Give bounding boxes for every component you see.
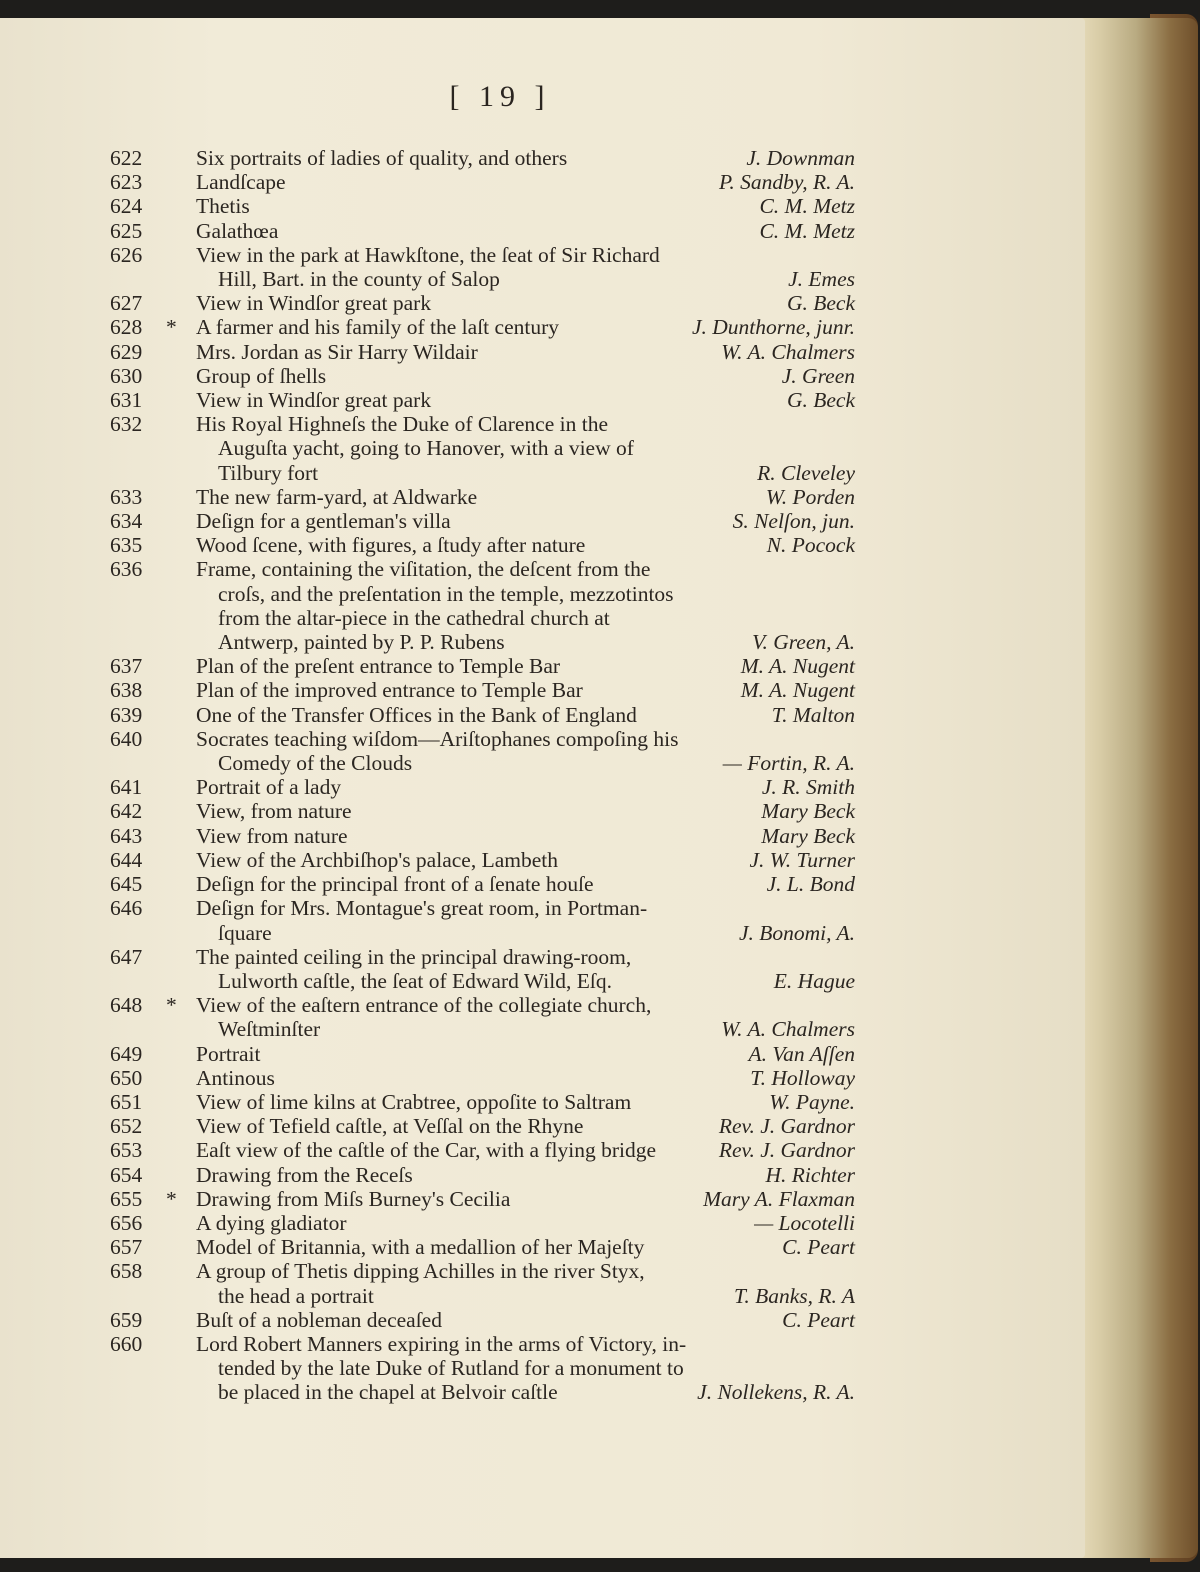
entry-number: 654 <box>110 1162 143 1187</box>
entry-title-line: Socrates teaching wiſdom—Ariſtophanes compoſing his <box>196 726 679 751</box>
entry-title-line: One of the Transfer Offices in the Bank of England T. Malton <box>196 702 855 727</box>
entry-number: 649 <box>110 1041 143 1066</box>
catalogue-entries <box>110 146 855 1405</box>
entry-title-line: View of the Archbiſhop's palace, Lambeth J. W. Turner <box>196 847 855 872</box>
entry-artist: T. Banks, R. A <box>733 1283 855 1308</box>
catalogue-entry <box>110 412 855 485</box>
entry-title-line: His Royal Highneſs the Duke of Clarence in the <box>196 412 608 437</box>
entry-number: 635 <box>110 533 143 558</box>
catalogue-entry <box>110 340 855 364</box>
entry-number: 645 <box>110 872 143 897</box>
entry-number: 646 <box>110 896 143 921</box>
catalogue-entry <box>110 678 855 702</box>
entry-number: 659 <box>110 1307 143 1332</box>
entry-artist: C. M. Metz <box>759 194 855 219</box>
catalogue-entry <box>110 194 855 218</box>
entry-artist: J. Emes <box>788 267 855 292</box>
entry-title-line: Frame, containing the viſitation, the deſcent from the <box>196 557 651 582</box>
entry-artist: P. Sandby, R. A. <box>719 170 855 195</box>
page-number-header: [ 19 ] <box>449 80 551 113</box>
catalogue-entry <box>110 1211 855 1235</box>
entry-title-line: A dying gladiator — Locotelli <box>196 1210 855 1235</box>
entry-artist: W. A. Chalmers <box>721 1017 855 1042</box>
catalogue-entry <box>110 1066 855 1090</box>
catalogue-entry <box>110 872 855 896</box>
catalogue-entry <box>110 896 855 944</box>
entry-number: 656 <box>110 1210 143 1235</box>
entry-title-line: Deſign for Mrs. Montague's great room, in Portman- <box>196 896 648 921</box>
entry-artist: W. Porden <box>765 484 855 509</box>
entry-title-line: View in the park at Hawkſtone, the ſeat of Sir Richard <box>196 242 660 267</box>
entry-artist: S. Nelſon, jun. <box>732 509 855 534</box>
entry-title-line: Galathœa C. M. Metz <box>196 218 855 243</box>
entry-title-line: Tilbury fort R. Cleveley <box>218 460 855 485</box>
entry-artist: T. Malton <box>771 702 855 727</box>
entry-artist: Rev. J. Gardnor <box>718 1114 855 1139</box>
entry-number: 632 <box>110 412 143 437</box>
entry-artist: — Locotelli <box>754 1210 855 1235</box>
entry-title-line: Six portraits of ladies of quality, and others J. Downman <box>196 146 855 170</box>
entry-number: 655 <box>110 1186 143 1211</box>
entry-title-line: croſs, and the preſentation in the temple, mezzotintos <box>218 581 674 606</box>
catalogue-entry <box>110 219 855 243</box>
entry-artist: H. Richter <box>765 1162 855 1187</box>
catalogue-entry <box>110 364 855 388</box>
entry-title-line: Eaſt view of the caſtle of the Car, with a flying bridge Rev. J. Gardnor <box>196 1138 855 1163</box>
catalogue-entry <box>110 993 855 1041</box>
entry-artist: C. Peart <box>782 1235 855 1260</box>
entry-title-line: View in Windſor great park G. Beck <box>196 388 855 413</box>
entry-number: 658 <box>110 1259 143 1284</box>
entry-title-line: Auguſta yacht, going to Hanover, with a view of <box>218 436 634 461</box>
entry-artist: M. A. Nugent <box>740 678 855 703</box>
entry-artist: G. Beck <box>786 291 855 316</box>
entry-marker: * <box>166 1186 177 1211</box>
book-page <box>0 18 1085 1558</box>
entry-title-line: Antinous T. Holloway <box>196 1065 855 1090</box>
catalogue-entry <box>110 1163 855 1187</box>
entry-number: 627 <box>110 291 143 316</box>
catalogue-entry <box>110 557 855 654</box>
entry-number: 641 <box>110 775 143 800</box>
entry-title-line: A farmer and his family of the laſt century J. Dunthorne, junr. <box>196 315 855 340</box>
catalogue-entry <box>110 703 855 727</box>
entry-number: 644 <box>110 847 143 872</box>
catalogue-entry <box>110 654 855 678</box>
entry-title-line: Mrs. Jordan as Sir Harry Wildair W. A. Chalmers <box>196 339 855 364</box>
entry-number: 652 <box>110 1114 143 1139</box>
catalogue-entry <box>110 388 855 412</box>
entry-artist: W. Payne. <box>769 1089 855 1114</box>
entry-title-line: Hill, Bart. in the county of Salop J. Emes <box>218 267 855 292</box>
entry-title-line: View, from nature Mary Beck <box>196 799 855 824</box>
entry-title-line: Drawing from the Receſs H. Richter <box>196 1162 855 1187</box>
catalogue-entry <box>110 1259 855 1307</box>
entry-title-line: be placed in the chapel at Belvoir caſtle J. Nollekens, R. A. <box>218 1380 855 1405</box>
entry-title-line: Drawing from Miſs Burney's Cecilia Mary A. Flaxman <box>196 1186 855 1211</box>
entry-number: 624 <box>110 194 143 219</box>
entry-title-line: the head a portrait T. Banks, R. A <box>218 1283 855 1308</box>
entry-number: 647 <box>110 944 143 969</box>
entry-artist: A. Van Aſſen <box>748 1041 855 1066</box>
entry-title-line: Model of Britannia, with a medallion of her Majeſty C. Peart <box>196 1235 855 1260</box>
catalogue-entry <box>110 146 855 170</box>
entry-artist: C. M. Metz <box>759 218 855 243</box>
entry-title-line: View of Tefield caſtle, at Veſſal on the Rhyne Rev. J. Gardnor <box>196 1114 855 1139</box>
catalogue-entry <box>110 945 855 993</box>
entry-title-line: View of lime kilns at Crabtree, oppoſite to Saltram W. Payne. <box>196 1089 855 1114</box>
entry-title-line: Plan of the improved entrance to Temple Bar M. A. Nugent <box>196 678 855 703</box>
entry-artist: N. Pocock <box>766 533 855 558</box>
entry-title-line: from the altar-piece in the cathedral church at <box>218 605 610 630</box>
entry-number: 626 <box>110 242 143 267</box>
catalogue-entry <box>110 1114 855 1138</box>
entry-number: 638 <box>110 678 143 703</box>
entry-number: 631 <box>110 388 143 413</box>
entry-number: 636 <box>110 557 143 582</box>
entry-number: 660 <box>110 1331 143 1356</box>
entry-title-line: Portrait of a lady J. R. Smith <box>196 775 855 800</box>
entry-number: 643 <box>110 823 143 848</box>
entry-artist: J. L. Bond <box>766 872 855 897</box>
entry-number: 634 <box>110 509 143 534</box>
entry-artist: M. A. Nugent <box>740 654 855 679</box>
entry-number: 651 <box>110 1089 143 1114</box>
entry-artist: E. Hague <box>773 968 855 993</box>
entry-title-line: The painted ceiling in the principal drawing-room, <box>196 944 632 969</box>
entry-title-line: Landſcape P. Sandby, R. A. <box>196 170 855 195</box>
catalogue-entry <box>110 315 855 339</box>
entry-number: 650 <box>110 1065 143 1090</box>
entry-number: 629 <box>110 339 143 364</box>
entry-title-line: The new farm-yard, at Aldwarke W. Porden <box>196 484 855 509</box>
catalogue-entry <box>110 727 855 775</box>
entry-title-line: tended by the late Duke of Rutland for a monument to <box>218 1356 684 1381</box>
entry-title-line: Comedy of the Clouds — Fortin, R. A. <box>218 751 855 776</box>
catalogue-entry <box>110 1308 855 1332</box>
entry-artist: J. Nollekens, R. A. <box>697 1380 855 1405</box>
entry-title-line: A group of Thetis dipping Achilles in the river Styx, <box>196 1259 645 1284</box>
catalogue-entry <box>110 1187 855 1211</box>
entry-title-line: Portrait A. Van Aſſen <box>196 1041 855 1066</box>
catalogue-entry <box>110 291 855 315</box>
catalogue-entry <box>110 533 855 557</box>
entry-title-line: Lord Robert Manners expiring in the arms of Victory, in- <box>196 1331 687 1356</box>
entry-marker: * <box>166 993 177 1018</box>
entry-title-line: View of the eaſtern entrance of the collegiate church, <box>196 993 652 1018</box>
entry-number: 633 <box>110 484 143 509</box>
catalogue-entry <box>110 509 855 533</box>
entry-title-line: Deſign for the principal front of a ſenate houſe J. L. Bond <box>196 872 855 897</box>
catalogue-entry <box>110 824 855 848</box>
entry-title-line: Plan of the preſent entrance to Temple Bar M. A. Nugent <box>196 654 855 679</box>
entry-artist: T. Holloway <box>750 1065 855 1090</box>
catalogue-entry <box>110 1138 855 1162</box>
entry-number: 625 <box>110 218 143 243</box>
entry-number: 622 <box>110 146 143 170</box>
catalogue-entry <box>110 1332 855 1405</box>
entry-artist: Mary Beck <box>761 823 855 848</box>
entry-title-line: ſquare J. Bonomi, A. <box>218 920 855 945</box>
catalogue-entry <box>110 799 855 823</box>
entry-artist: J. Dunthorne, junr. <box>691 315 855 340</box>
entry-number: 657 <box>110 1235 143 1260</box>
entry-artist: R. Cleveley <box>757 460 855 485</box>
entry-number: 628 <box>110 315 143 340</box>
entry-artist: — Fortin, R. A. <box>722 751 855 776</box>
entry-artist: J. W. Turner <box>749 847 855 872</box>
entry-number: 642 <box>110 799 143 824</box>
entry-number: 640 <box>110 726 143 751</box>
entry-title-line: Group of ſhells J. Green <box>196 363 855 388</box>
entry-number: 637 <box>110 654 143 679</box>
entry-artist: J. R. Smith <box>761 775 855 800</box>
entry-artist: J. Green <box>781 363 855 388</box>
entry-number: 630 <box>110 363 143 388</box>
entry-title-line: Buſt of a nobleman deceaſed C. Peart <box>196 1307 855 1332</box>
entry-marker: * <box>166 315 177 340</box>
entry-artist: J. Downman <box>746 146 855 170</box>
catalogue-entry <box>110 1090 855 1114</box>
catalogue-entry <box>110 1042 855 1066</box>
entry-title-line: View in Windſor great park G. Beck <box>196 291 855 316</box>
entry-artist: Mary Beck <box>761 799 855 824</box>
catalogue-entry <box>110 485 855 509</box>
entry-artist: G. Beck <box>786 388 855 413</box>
catalogue-entry <box>110 170 855 194</box>
entry-artist: W. A. Chalmers <box>721 339 855 364</box>
catalogue-entry <box>110 1235 855 1259</box>
entry-title-line: Antwerp, painted by P. P. Rubens V. Green, A. <box>218 630 855 655</box>
entry-number: 653 <box>110 1138 143 1163</box>
entry-artist: J. Bonomi, A. <box>738 920 855 945</box>
entry-title-line: Lulworth caſtle, the ſeat of Edward Wild, Eſq. E. Hague <box>218 968 855 993</box>
catalogue-entry <box>110 775 855 799</box>
entry-artist: Mary A. Flaxman <box>703 1186 855 1211</box>
entry-title-line: Weſtminſter W. A. Chalmers <box>218 1017 855 1042</box>
entry-artist: C. Peart <box>782 1307 855 1332</box>
entry-title-line: Thetis C. M. Metz <box>196 194 855 219</box>
entry-artist: V. Green, A. <box>752 630 855 655</box>
entry-title-line: Wood ſcene, with figures, a ſtudy after nature N. Pocock <box>196 533 855 558</box>
entry-number: 639 <box>110 702 143 727</box>
entry-title-line: Deſign for a gentleman's villa S. Nelſon, jun. <box>196 509 855 534</box>
entry-title-line: View from nature Mary Beck <box>196 823 855 848</box>
entry-artist: Rev. J. Gardnor <box>718 1138 855 1163</box>
entry-number: 648 <box>110 993 143 1018</box>
catalogue-entry <box>110 243 855 291</box>
entry-number: 623 <box>110 170 143 195</box>
catalogue-entry <box>110 848 855 872</box>
